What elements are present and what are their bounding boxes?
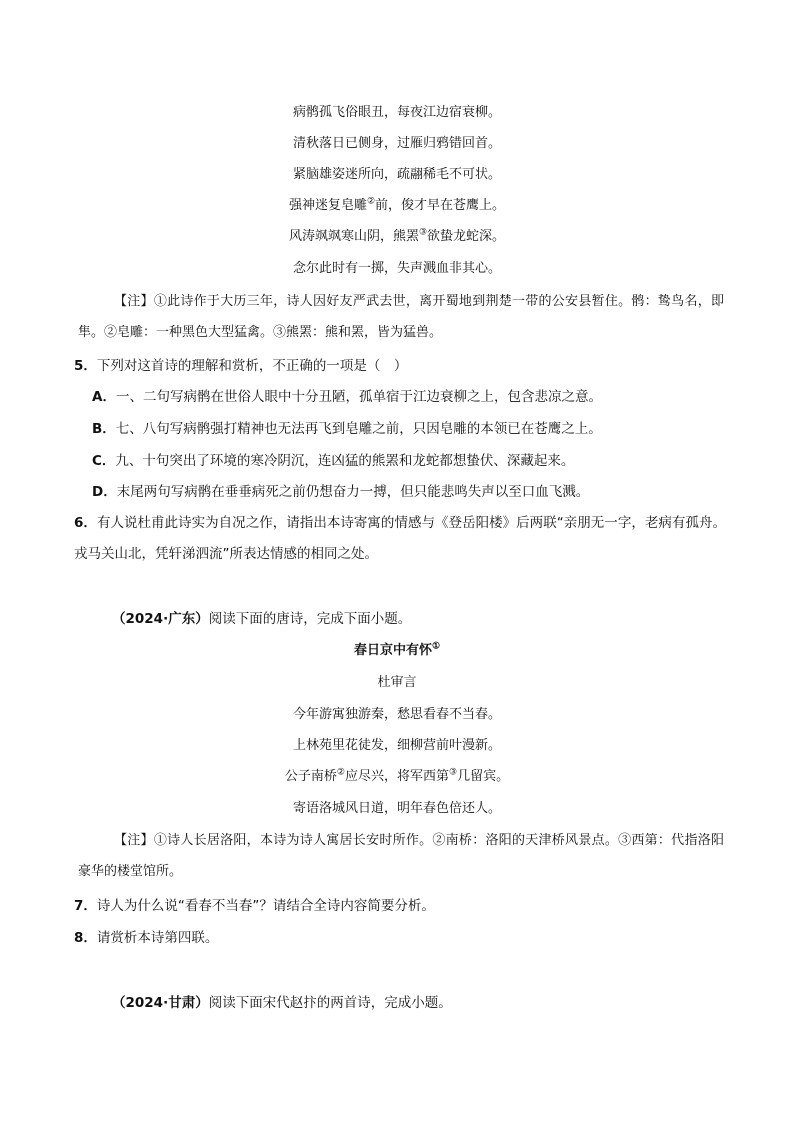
q5-option-a: A．一、二句写病鹘在世俗人眼中十分丑陋，孤单宿于江边衰柳之上，包含悲凉之意。 bbox=[92, 389, 602, 405]
note-label: 【注】 bbox=[114, 833, 154, 848]
footnote-mark: ② bbox=[336, 767, 345, 778]
section3-intro: （2024·甘肃）阅读下面宋代赵抃的两首诗，完成小题。 bbox=[112, 995, 452, 1011]
question-stem: 下列对这首诗的理解和赏析，不正确的一项是（ ） bbox=[96, 358, 408, 374]
footnote-mark: ③ bbox=[418, 227, 428, 238]
poem1-line-4: 强神迷复皂雕②前，俊才早在苍鹰上。 bbox=[288, 196, 506, 213]
poem1-line-1: 病鹘孤飞俗眼丑，每夜江边宿衰柳。 bbox=[292, 105, 501, 120]
poem1-note bbox=[78, 286, 724, 348]
question-5 bbox=[74, 357, 407, 375]
note-text: ①此诗作于大历三年，诗人因好友严武去世，离开蜀地到荆楚一带的公安县暂住。鹘：鸷鸟名，即隼。②皂雕：一种黑色大型猛禽。③熊罴：熊和罴，皆为猛兽。 bbox=[78, 294, 724, 340]
poem2-line-3: 公子南桥②应尽兴，将军西第③几留宾。 bbox=[284, 767, 510, 784]
q5-option-b: B．七、八句写病鹘强打精神也无法再飞到皂雕之前，只因皂雕的本领已在苍鹰之上。 bbox=[92, 421, 602, 437]
question-text: 请赏析本诗第四联。 bbox=[96, 930, 219, 946]
poem2-title: 春日京中有怀① bbox=[353, 641, 441, 658]
note-text: ①诗人长居洛阳，本诗为诗人寓居长安时所作。②南桥：洛阳的天津桥风景点。③西第：代指洛阳豪华的楼堂馆所。 bbox=[78, 833, 724, 879]
poem2-line-1: 今年游寓独游秦，愁思看春不当春。 bbox=[292, 707, 501, 722]
footnote-mark: ② bbox=[366, 196, 376, 207]
question-6 bbox=[74, 508, 726, 570]
question-text: 诗人为什么说“看春不当春”？请结合全诗内容简要分析。 bbox=[96, 898, 435, 914]
question-text: 有人说杜甫此诗实为自况之作，请指出本诗寄寓的情感与《登岳阳楼》后两联“亲朋无一字，老病有孤舟。戎马关山北，凭轩涕泗流”所表达情感的相同之处。 bbox=[74, 515, 726, 562]
poem2-line-2: 上林苑里花徒发，细柳营前叶漫新。 bbox=[292, 738, 501, 753]
question-8 bbox=[74, 929, 218, 947]
question-number: 7． bbox=[74, 898, 97, 914]
q5-option-d: D．末尾两句写病鹘在垂垂病死之前仍想奋力一搏，但只能悲鸣失声以至口血飞溅。 bbox=[92, 484, 590, 500]
poem2-line-4: 寄语洛城风日道，明年春色倍还人。 bbox=[292, 801, 501, 816]
poem1-line-3: 紧脑雄姿迷所向，疏翮稀毛不可状。 bbox=[292, 167, 501, 182]
poem1-line-5: 风涛飒飒寒山阴，熊罴③欲蛰龙蛇深。 bbox=[288, 227, 506, 244]
question-number: 6． bbox=[74, 515, 97, 531]
question-number: 5． bbox=[74, 358, 97, 374]
poem2-author: 杜审言 bbox=[377, 675, 417, 690]
question-number: 8． bbox=[74, 930, 97, 946]
footnote-mark: ① bbox=[431, 641, 441, 652]
q5-option-c: C．九、十句突出了环境的寒冷阴沉，连凶猛的熊罴和龙蛇都想蛰伏、深藏起来。 bbox=[92, 453, 575, 469]
question-7 bbox=[74, 897, 435, 915]
footnote-mark: ③ bbox=[449, 767, 458, 778]
poem1-line-6: 念尔此时有一掷，失声溅血非其心。 bbox=[292, 261, 501, 276]
note-label: 【注】 bbox=[114, 294, 154, 309]
poem2-note bbox=[78, 825, 724, 887]
section2-intro: （2024·广东）阅读下面的唐诗，完成下面小题。 bbox=[112, 611, 412, 627]
poem1-line-2: 清秋落日已侧身，过雁归鸦错回首。 bbox=[292, 136, 501, 151]
